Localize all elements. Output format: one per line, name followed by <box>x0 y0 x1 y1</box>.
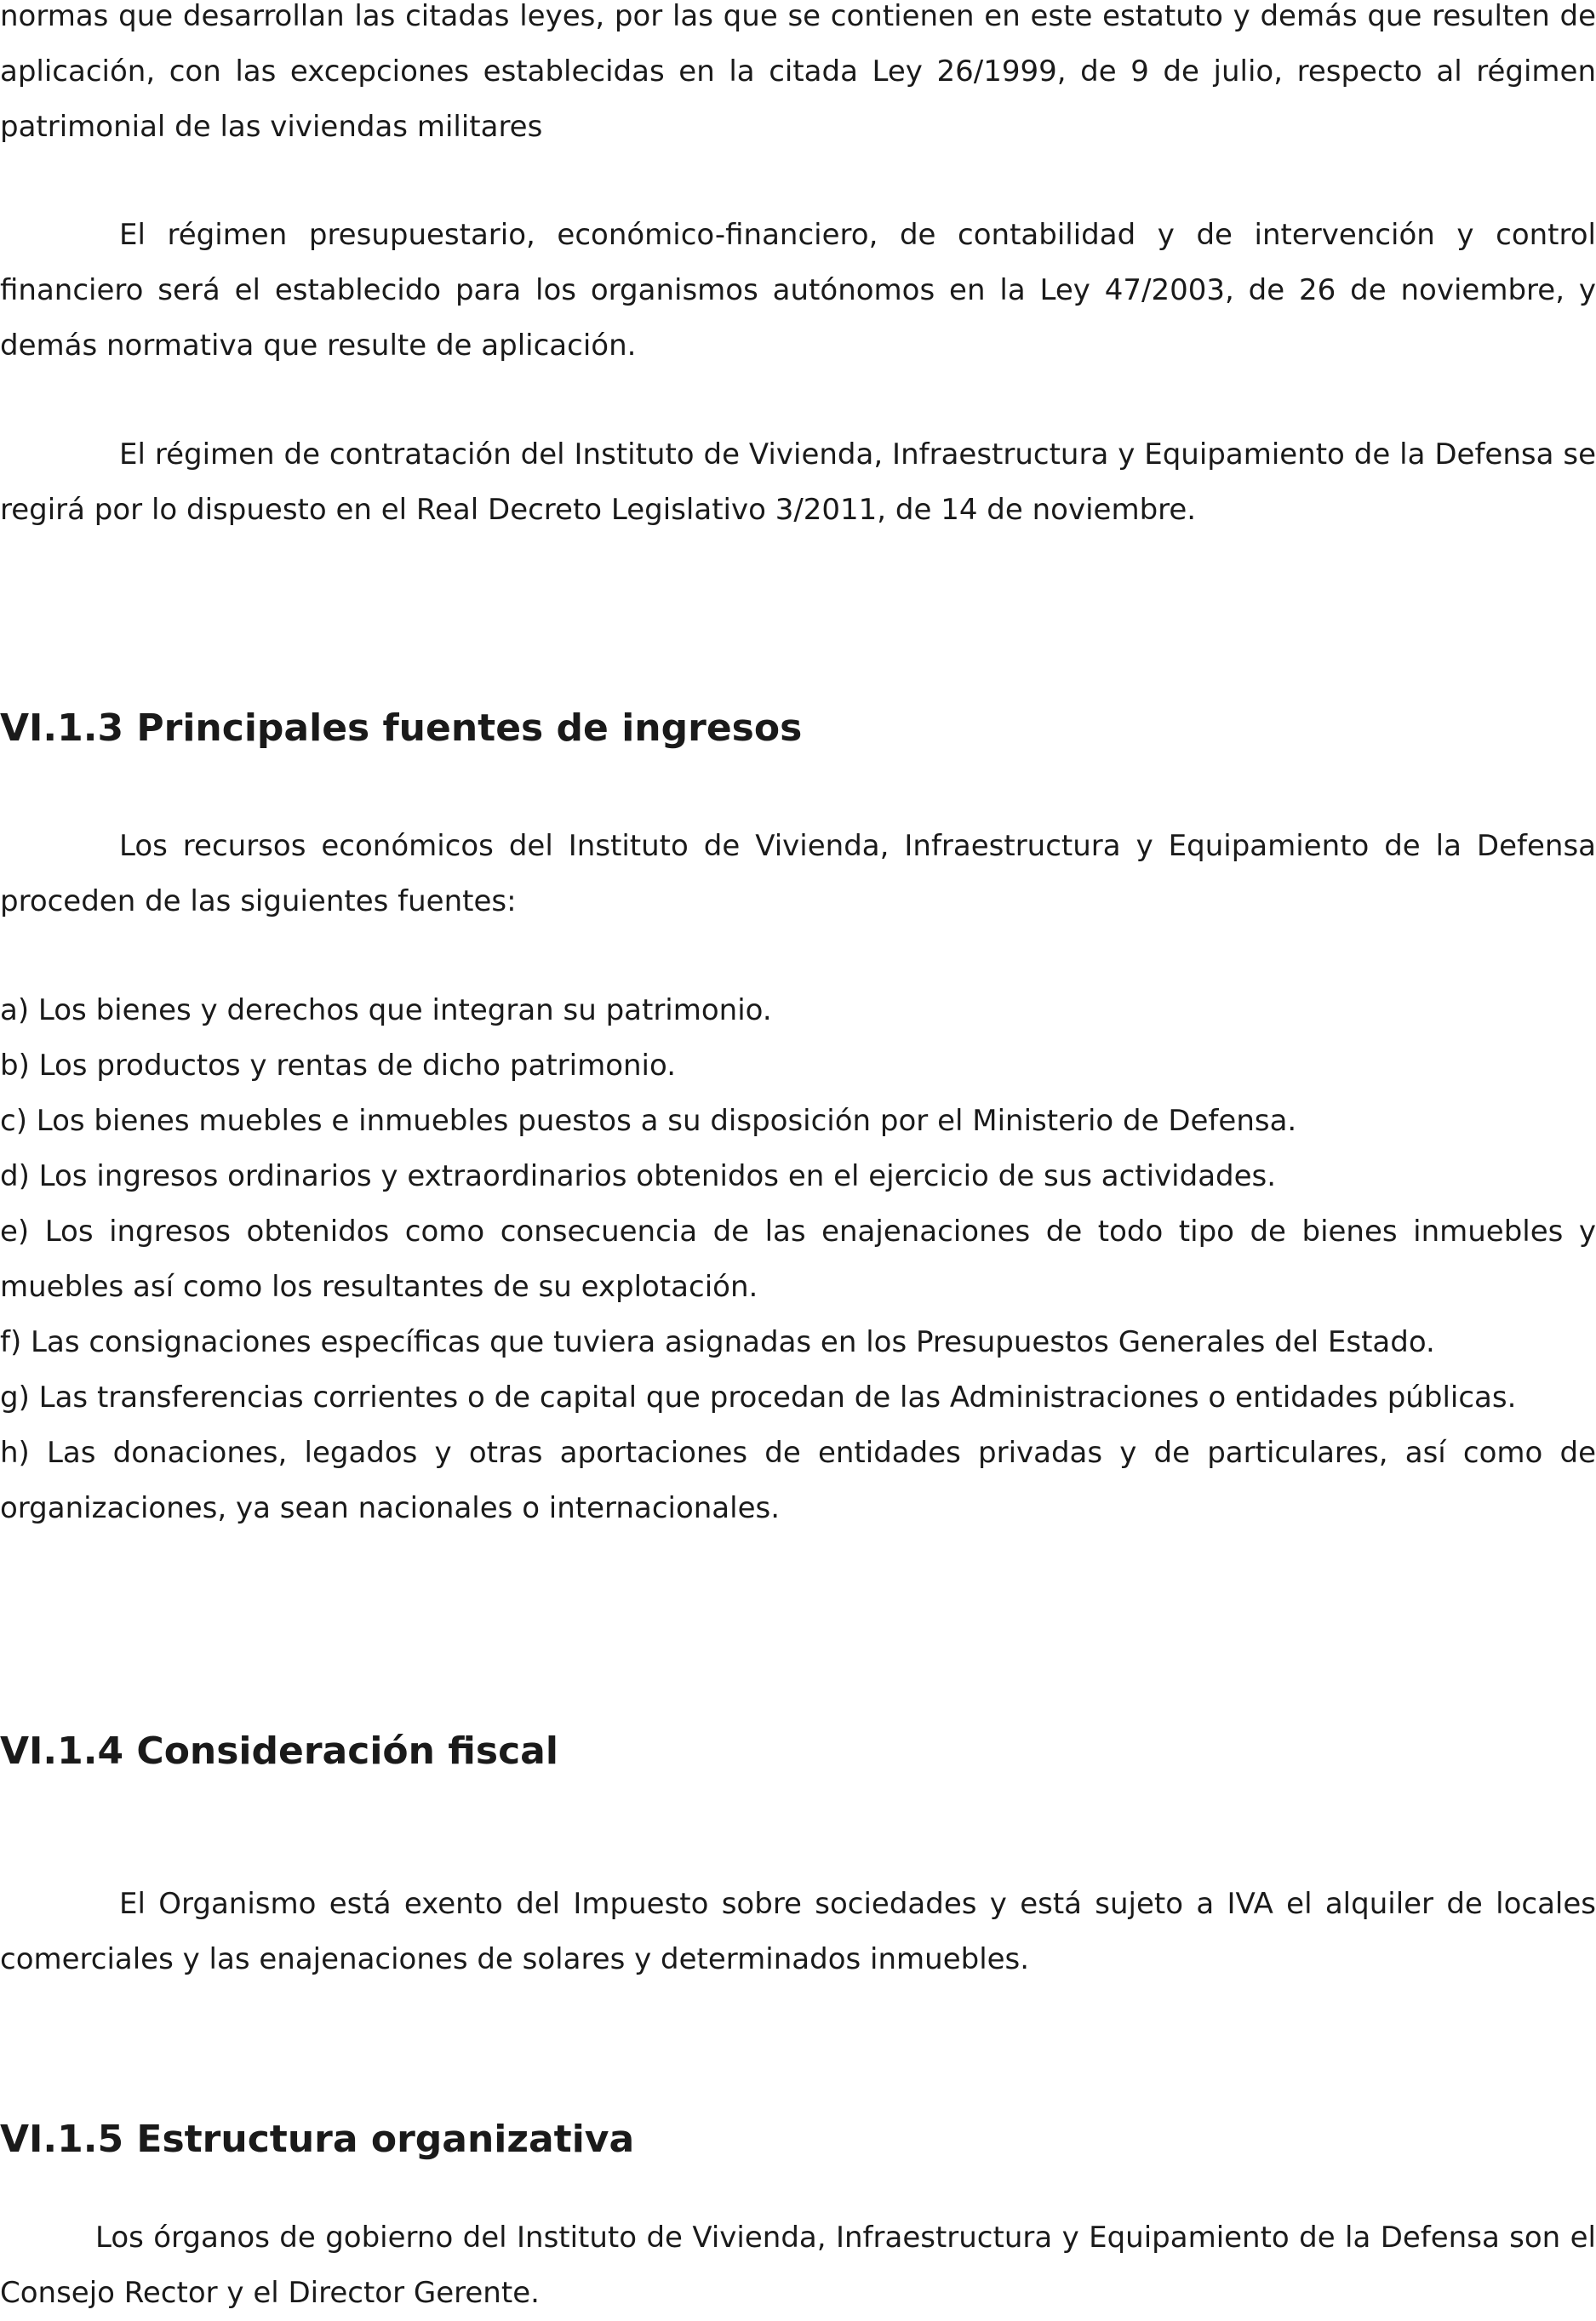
list-item: a) Los bienes y derechos que integran su patrimonio. <box>0 993 772 1027</box>
list-item: h) Las donaciones, legados y otras aportaciones de entidades privadas y de particulares, así como de organizaciones, ya sean nacionales o internacionales. <box>0 1436 1596 1525</box>
list-item: c) Los bienes muebles e inmuebles puestos a su disposición por el Ministerio de Defensa. <box>0 1104 1297 1138</box>
paragraph-regimen-contratacion: El régimen de contratación del Instituto de Vivienda, Infraestructura y Equipamiento de la Defensa se regirá por lo dispuesto en el Real Decreto Legislativo 3/2011, de 14 de noviembre. <box>0 437 1596 527</box>
list-item: b) Los productos y rentas de dicho patrimonio. <box>0 1049 677 1083</box>
list-item: d) Los ingresos ordinarios y extraordinarios obtenidos en el ejercicio de sus actividades. <box>0 1159 1277 1193</box>
heading-fuentes-ingresos: VI.1.3 Principales fuentes de ingresos <box>0 706 803 750</box>
heading-estructura-organizativa: VI.1.5 Estructura organizativa <box>0 2118 635 2161</box>
list-item: e) Los ingresos obtenidos como consecuencia de las enajenaciones de todo tipo de bienes inmuebles y muebles así como los resultantes de su explotación. <box>0 1215 1596 1304</box>
heading-consideracion-fiscal: VI.1.4 Consideración fiscal <box>0 1729 558 1773</box>
paragraph-regimen-patrimonial: normas que desarrollan las citadas leyes, por las que se contienen en este estatuto y demás que resulten de aplicación, con las excepciones establecidas en la citada Ley 26/1999, de 9 de julio, respecto al régimen patrimonial de las viviendas militares <box>0 0 1596 144</box>
list-item: f) Las consignaciones específicas que tuviera asignadas en los Presupuestos Generales del Estado. <box>0 1325 1435 1359</box>
paragraph-organos-gobierno: Los órganos de gobierno del Instituto de Vivienda, Infraestructura y Equipamiento de la Defensa son el Consejo Rector y el Director Gerente. <box>0 2221 1596 2310</box>
paragraph-consideracion-fiscal: El Organismo está exento del Impuesto sobre sociedades y está sujeto a IVA el alquiler de locales comerciales y las enajenaciones de solares y determinados inmuebles. <box>0 1887 1596 1976</box>
paragraph-regimen-presupuestario: El régimen presupuestario, económico-financiero, de contabilidad y de intervención y control financiero será el establecido para los organismos autónomos en la Ley 47/2003, de 26 de noviembre, y demás normativa que resulte de aplicación. <box>0 218 1596 363</box>
list-item: g) Las transferencias corrientes o de capital que procedan de las Administraciones o entidades públicas. <box>0 1381 1517 1415</box>
paragraph-recursos-economicos: Los recursos económicos del Instituto de Vivienda, Infraestructura y Equipamiento de la Defensa proceden de las siguientes fuentes: <box>0 829 1596 918</box>
